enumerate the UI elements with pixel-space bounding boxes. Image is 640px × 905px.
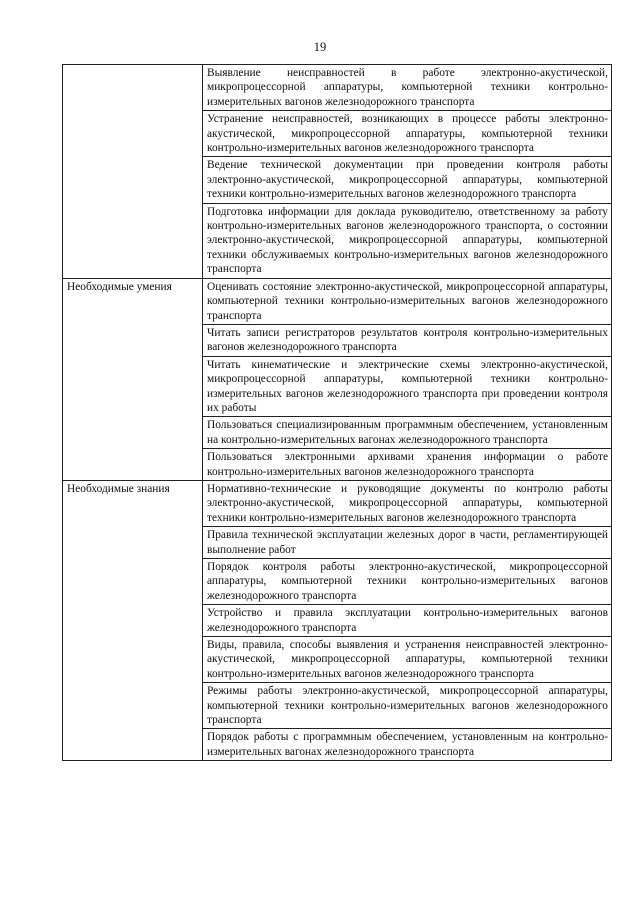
section-label-skills: Необходимые умения xyxy=(63,278,203,480)
item-cell: Выявление неисправностей в работе электронно-акустической, микропроцессорной аппаратуры, компьютерной техники контрольно-измерительных вагонов железнодорожного транспорта xyxy=(203,65,612,111)
competency-table xyxy=(62,64,612,761)
item-cell: Нормативно-технические и руководящие документы по контролю работы электронно-акустической, микропроцессорной аппаратуры, компьютерной техники контрольно-измерительных вагонов железнодорожного транспорта xyxy=(203,480,612,526)
item-cell: Читать записи регистраторов результатов контроля контрольно-измерительных вагонов железнодорожного транспорта xyxy=(203,324,612,356)
item-cell: Пользоваться специализированным программным обеспечением, установленным на контрольно-измерительных вагонах железнодорожного транспорта xyxy=(203,417,612,449)
item-cell: Устранение неисправностей, возникающих в процессе работы электронно-акустической, микропроцессорной аппаратуры, компьютерной техники контрольно-измерительных вагонов железнодорожного транспорта xyxy=(203,111,612,157)
table-row xyxy=(63,65,612,111)
section-label-continuation xyxy=(63,65,203,279)
item-cell: Устройство и правила эксплуатации контрольно-измерительных вагонов железнодорожного транспорта xyxy=(203,605,612,637)
section-label-knowledge: Необходимые знания xyxy=(63,480,203,760)
table-row xyxy=(63,480,612,526)
item-cell: Режимы работы электронно-акустической, микропроцессорной аппаратуры, компьютерной техники контрольно-измерительных вагонов железнодорожного транспорта xyxy=(203,683,612,729)
item-cell: Виды, правила, способы выявления и устранения неисправностей электронно-акустической, микропроцессорной аппаратуры, компьютерной техники контрольно-измерительных вагонов железнодорожного транспорта xyxy=(203,637,612,683)
page-number: 19 xyxy=(313,40,327,54)
item-cell: Подготовка информации для доклада руководителю, ответственному за работу контрольно-измерительных вагонов железнодорожного транспорта, о состоянии электронно-акустической, микропроцессорной аппаратуры, компьютерной техники обслуживаемых контрольно-измерительных вагонов железнодорожного транспорта xyxy=(203,203,612,278)
item-cell: Порядок контроля работы электронно-акустической, микропроцессорной аппаратуры, компьютерной техники контрольно-измерительных вагонов железнодорожного транспорта xyxy=(203,559,612,605)
item-cell: Читать кинематические и электрические схемы электронно-акустической, микропроцессорной аппаратуры, компьютерной техники контрольно-измерительных вагонов железнодорожного транспорта при проведении контроля их работы xyxy=(203,356,612,417)
item-cell: Оценивать состояние электронно-акустической, микропроцессорной аппаратуры, компьютерной техники контрольно-измерительных вагонов железнодорожного транспорта xyxy=(203,278,612,324)
item-cell: Ведение технической документации при проведении контроля работы электронно-акустической, микропроцессорной аппаратуры, компьютерной техники контрольно-измерительных вагонов железнодорожного транспорта xyxy=(203,157,612,203)
item-cell: Порядок работы с программным обеспечением, установленным на контрольно-измерительных вагонах железнодорожного транспорта xyxy=(203,729,612,761)
table-row xyxy=(63,278,612,324)
item-cell: Правила технической эксплуатации железных дорог в части, регламентирующей выполнение работ xyxy=(203,527,612,559)
item-cell: Пользоваться электронными архивами хранения информации о работе контрольно-измерительных вагонов железнодорожного транспорта xyxy=(203,449,612,481)
